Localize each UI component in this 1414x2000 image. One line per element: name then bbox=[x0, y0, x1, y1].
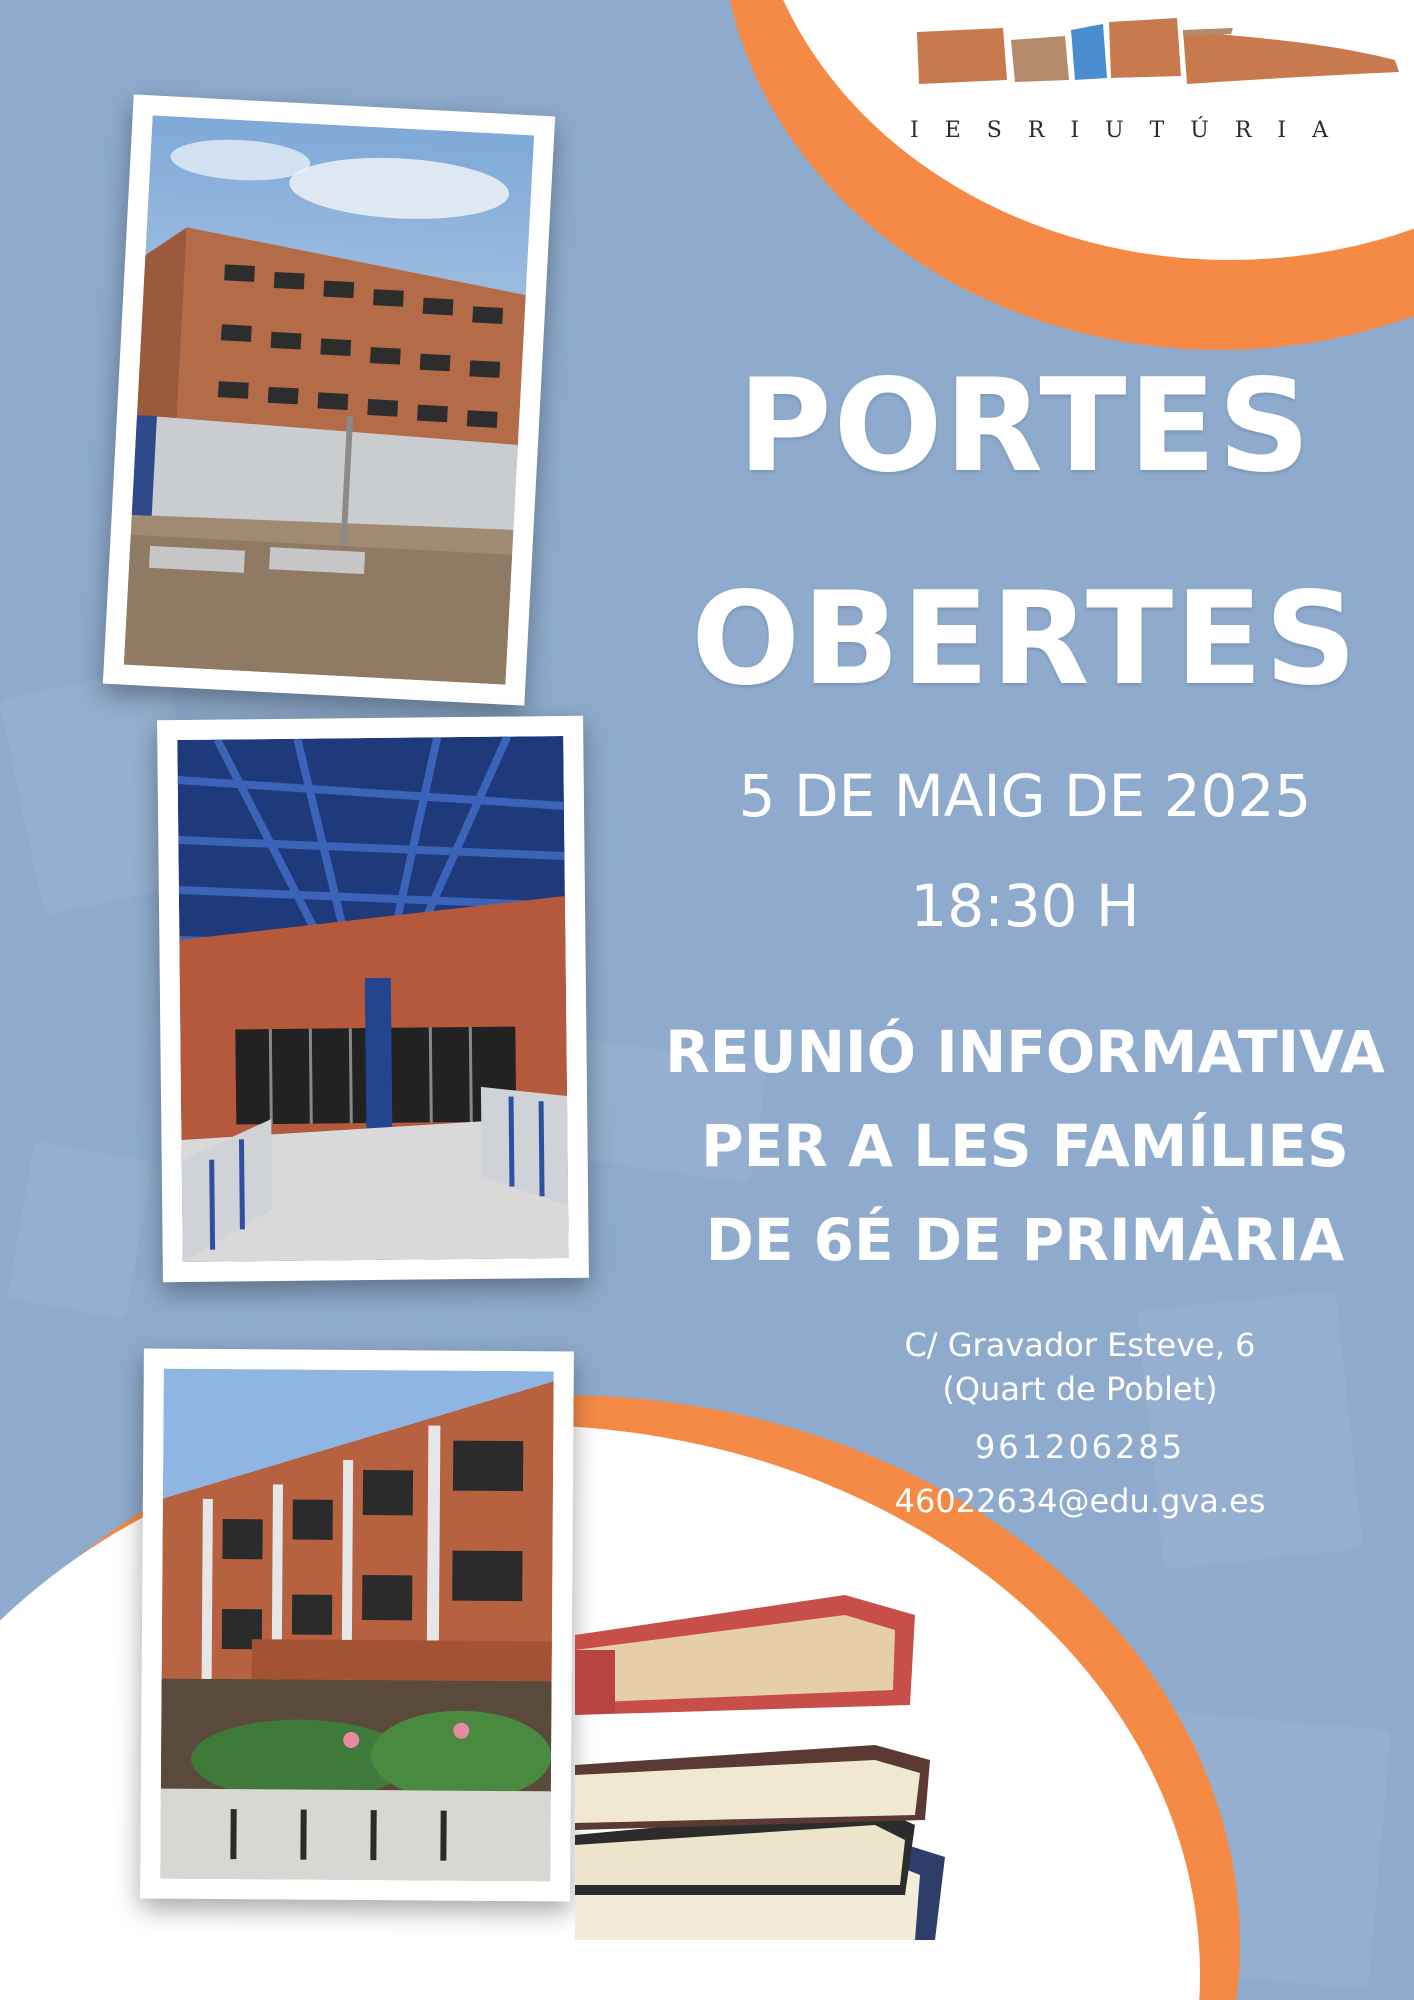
phone-number: 961206285 bbox=[974, 1428, 1186, 1466]
subtitle-line-2: PER A LES FAMÍLIES bbox=[701, 1112, 1349, 1180]
title-line-2: OBERTES bbox=[691, 565, 1359, 714]
background-texture bbox=[7, 1141, 153, 1319]
school-facade-photo bbox=[140, 1349, 574, 1902]
books-stack-icon bbox=[575, 1595, 950, 1940]
event-date: 5 DE MAIG DE 2025 bbox=[738, 762, 1312, 830]
title-line-1: PORTES bbox=[737, 352, 1313, 501]
logo-text: IESRIUTÚRIA bbox=[910, 118, 1354, 143]
school-logo-icon bbox=[915, 10, 1405, 100]
address-line-1: C/ Gravador Esteve, 6 bbox=[904, 1326, 1256, 1364]
event-time: 18:30 H bbox=[910, 872, 1140, 940]
address-line-2: (Quart de Poblet) bbox=[942, 1370, 1218, 1408]
subtitle-line-1: REUNIÓ INFORMATIVA bbox=[665, 1018, 1385, 1086]
school-building-photo bbox=[103, 94, 555, 705]
email-address: 46022634@edu.gva.es bbox=[894, 1482, 1266, 1520]
school-logo bbox=[910, 10, 1400, 160]
subtitle-line-3: DE 6É DE PRIMÀRIA bbox=[705, 1206, 1345, 1274]
school-entrance-photo bbox=[157, 716, 589, 1282]
